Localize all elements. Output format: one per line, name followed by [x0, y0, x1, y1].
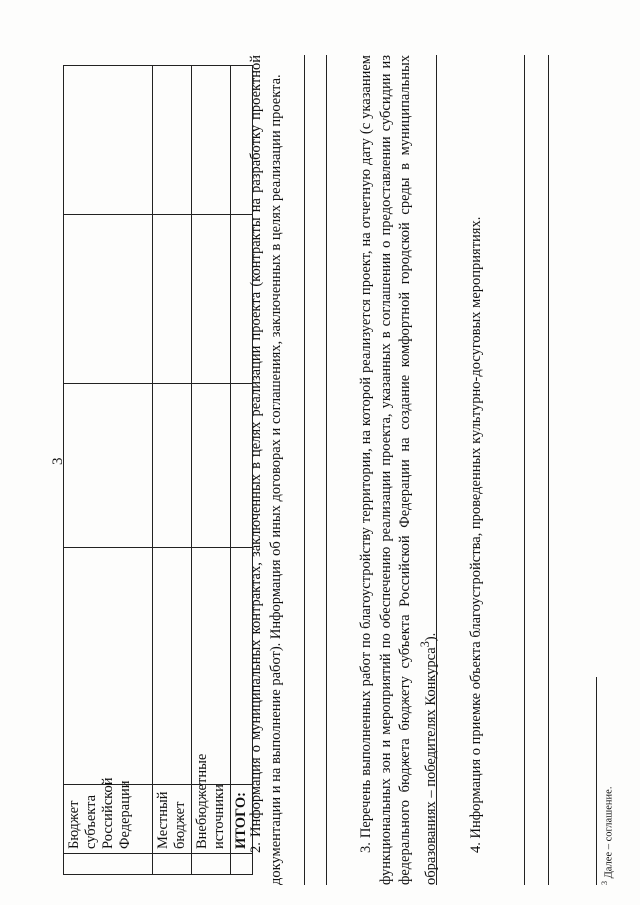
table-cell — [64, 854, 153, 875]
table-cell — [153, 384, 192, 548]
table-cell — [192, 548, 231, 785]
budget-table — [63, 65, 253, 875]
budget-source-local: Местный бюджет — [153, 785, 192, 854]
section-3-paragraph — [357, 55, 441, 885]
table-cell — [192, 66, 231, 215]
table-cell — [192, 215, 231, 384]
fill-in-line — [524, 55, 525, 885]
budget-total-label: ИТОГО: — [231, 785, 253, 854]
table-row — [153, 66, 192, 875]
table-row — [192, 66, 231, 875]
fill-in-line — [304, 55, 305, 885]
section-3-text: 3. Перечень выполненных работ по благоустройству территории, на которой реализуется проект, на отчетную дату (с указанием функциональных зон и мероприятий по обеспечению реализации проекта, указанных в соглашении о предоставлении субсидии из федерального бюджета бюджету субъекта Российской Федерации на создание комфортной городской среды в муниципальных образованиях – победителях Конкурса — [358, 55, 439, 885]
footnote-text: Далее – соглашение. — [603, 786, 615, 879]
section-2-paragraph: 2. Информация о муниципальных контрактах, заключенных в целях реализации проекта (контракты на разработку проектной документации и на выполнение работ). Информация об иных договорах и соглашениях, заключенных в целях реализации проекта. — [248, 55, 284, 885]
table-cell — [64, 548, 153, 785]
table-cell — [153, 215, 192, 384]
budget-source-extra: Внебюджетные источники — [192, 785, 231, 854]
budget-source-subject: Бюджет субъекта Российской Федерации — [64, 785, 153, 854]
fill-in-line — [436, 55, 437, 885]
table-cell — [192, 384, 231, 548]
table-row — [64, 66, 153, 875]
fill-in-line — [326, 55, 327, 885]
footnote-separator — [596, 677, 597, 885]
footnote-reference: 3 — [417, 641, 432, 648]
table-cell — [192, 854, 231, 875]
fill-in-line — [548, 55, 549, 885]
table-cell — [153, 66, 192, 215]
footnote-mark: 3 — [600, 881, 609, 885]
table-cell — [153, 854, 192, 875]
table-cell — [153, 548, 192, 785]
table-cell — [64, 66, 153, 215]
footnote — [600, 787, 615, 885]
section-4-paragraph: 4. Информация о приемке объекта благоустройства, проведенных культурно-досуговых мероприятиях. — [468, 216, 484, 853]
section-3-closing: ). — [422, 632, 439, 642]
table-cell — [64, 215, 153, 384]
table-cell — [64, 384, 153, 548]
page-number: 3 — [50, 457, 66, 465]
